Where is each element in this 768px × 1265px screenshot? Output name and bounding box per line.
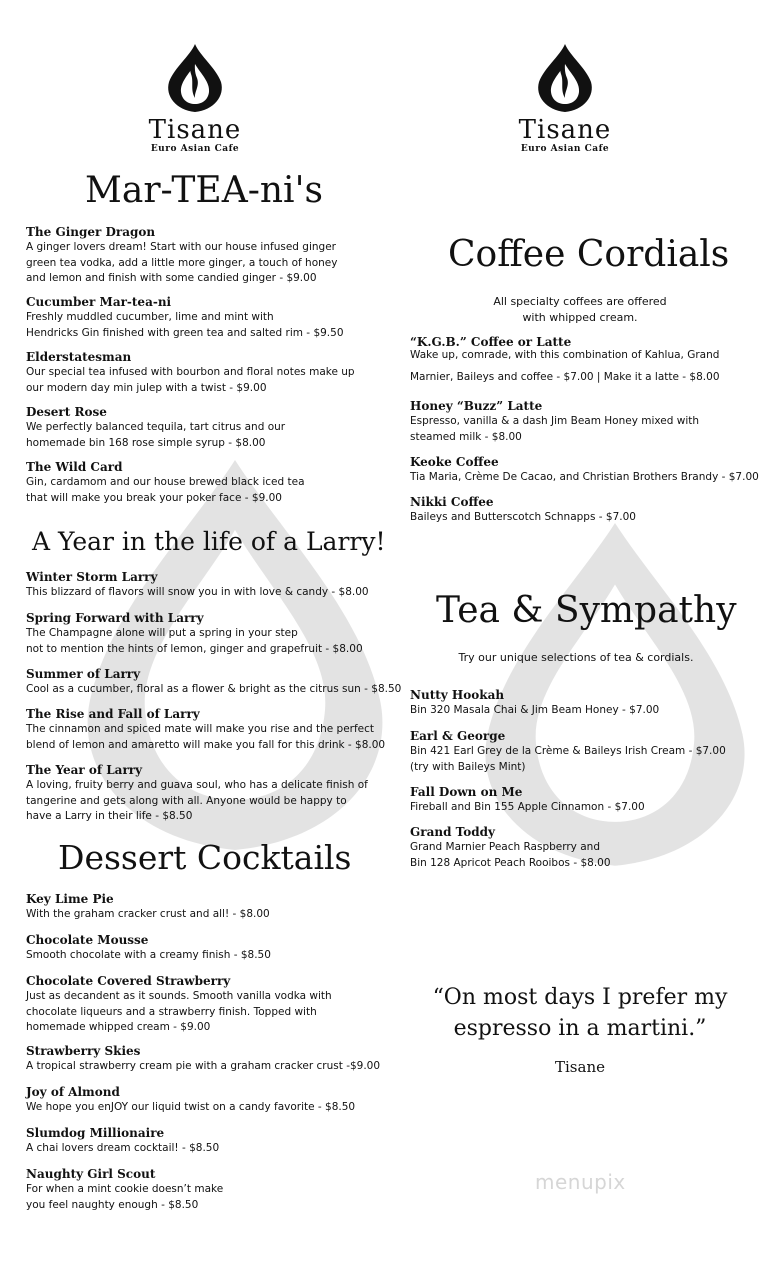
item-desc: Gin, cardamom and our house brewed black iced tea that will make you break your poker face - $9.00 bbox=[26, 476, 305, 504]
watermark-text: menupix bbox=[535, 1170, 626, 1194]
item-name: The Ginger Dragon bbox=[26, 225, 156, 239]
menu-item bbox=[26, 762, 368, 825]
logo-left bbox=[125, 42, 265, 154]
section-title-martinis: Mar-TEA-ni's bbox=[85, 170, 323, 211]
item-name: Chocolate Mousse bbox=[26, 933, 149, 947]
quote-text: “On most days I prefer my espresso in a martini.” bbox=[432, 985, 728, 1041]
item-name: Nikki Coffee bbox=[410, 495, 494, 509]
section-title-coffee: Coffee Cordials bbox=[448, 234, 730, 275]
item-desc: This blizzard of flavors will snow you in with love & candy - $8.00 bbox=[26, 586, 369, 598]
logo-right bbox=[495, 42, 635, 154]
item-name: Keoke Coffee bbox=[410, 455, 499, 469]
item-name: “K.G.B.” Coffee or Latte bbox=[410, 335, 572, 349]
item-desc: For when a mint cookie doesn’t make you feel naughty enough - $8.50 bbox=[26, 1183, 224, 1211]
menu-item bbox=[410, 494, 636, 526]
item-desc: A ginger lovers dream! Start with our house infused ginger green tea vodka, add a little more ginger, a touch of honey and lemon and finish with some candied ginger - $9.00 bbox=[26, 241, 338, 284]
item-name: Nutty Hookah bbox=[410, 688, 505, 702]
menu-item bbox=[26, 666, 401, 698]
quote-author: Tisane bbox=[555, 1058, 605, 1076]
menu-item bbox=[410, 824, 611, 871]
item-desc: Bin 421 Earl Grey de la Crème & Baileys Irish Cream - $7.00 (try with Baileys Mint) bbox=[410, 745, 726, 773]
item-name: Key Lime Pie bbox=[26, 892, 114, 906]
item-name: Joy of Almond bbox=[26, 1085, 120, 1099]
item-name: Desert Rose bbox=[26, 405, 107, 419]
coffee-note: All specialty coffees are offered with whipped cream. bbox=[493, 295, 667, 324]
item-desc: We hope you enJOY our liquid twist on a candy favorite - $8.50 bbox=[26, 1101, 356, 1113]
item-desc: With the graham cracker crust and all! - $8.00 bbox=[26, 908, 270, 920]
item-name: Grand Toddy bbox=[410, 825, 495, 839]
section-title-dessert: Dessert Cocktails bbox=[58, 838, 352, 877]
menu-item bbox=[410, 398, 699, 445]
menu-item bbox=[26, 294, 344, 341]
item-name: The Wild Card bbox=[26, 460, 123, 474]
tea-note: Try our unique selections of tea & cordials. bbox=[458, 651, 694, 664]
item-desc: Smooth chocolate with a creamy finish - $8.50 bbox=[26, 949, 271, 961]
item-desc: Freshly muddled cucumber, lime and mint with Hendricks Gin finished with green tea and salted rim - $9.50 bbox=[26, 311, 344, 339]
menu-item bbox=[26, 1125, 219, 1157]
item-name: Honey “Buzz” Latte bbox=[410, 399, 543, 413]
menu-item bbox=[410, 784, 645, 816]
brand-name: Tisane bbox=[518, 115, 612, 145]
brand-tagline: Euro Asian Cafe bbox=[150, 144, 240, 154]
item-desc: The Champagne alone will put a spring in your step not to mention the hints of lemon, ginger and grapefruit - $8.00 bbox=[26, 627, 363, 655]
item-desc: Our special tea infused with bourbon and floral notes make up our modern day min julep with a twist - $9.00 bbox=[26, 366, 355, 394]
item-name: Slumdog Millionaire bbox=[26, 1126, 165, 1140]
item-desc: Tia Maria, Crème De Cacao, and Christian Brothers Brandy - $7.00 bbox=[410, 471, 759, 483]
item-desc: A loving, fruity berry and guava soul, who has a delicate finish of tangerine and gets along with all. Anyone would be happy to have a Larry in their life - $8.50 bbox=[26, 779, 368, 822]
item-desc: Grand Marnier Peach Raspberry and Bin 128 Apricot Peach Rooibos - $8.00 bbox=[410, 841, 611, 869]
item-desc: Just as decandent as it sounds. Smooth vanilla vodka with chocolate liqueurs and a strawberry finish. Topped with homemade whipped cream - $9.00 bbox=[26, 990, 332, 1033]
menu-item bbox=[410, 454, 759, 486]
menu-item bbox=[26, 973, 332, 1036]
item-desc: Wake up, comrade, with this combination of Kahlua, Grand Marnier, Baileys and coffee - $7.00 | Make it a latte - $8.00 bbox=[410, 349, 720, 383]
item-name: Strawberry Skies bbox=[26, 1044, 141, 1058]
item-name: Fall Down on Me bbox=[410, 785, 523, 799]
item-desc: A chai lovers dream cocktail! - $8.50 bbox=[26, 1142, 220, 1154]
menu-item bbox=[26, 891, 270, 923]
menu-item bbox=[26, 932, 271, 964]
item-name: Cucumber Mar-tea-ni bbox=[26, 295, 172, 309]
menu-item bbox=[26, 1084, 355, 1116]
section-title-larry: A Year in the life of a Larry! bbox=[32, 527, 386, 556]
item-name: Winter Storm Larry bbox=[26, 570, 158, 584]
flame-logo-icon bbox=[164, 42, 226, 114]
menu-item bbox=[410, 687, 659, 719]
menu-item bbox=[410, 334, 720, 383]
menu-item bbox=[410, 728, 726, 775]
item-name: The Year of Larry bbox=[26, 763, 143, 777]
brand-tagline: Euro Asian Cafe bbox=[520, 144, 610, 154]
item-name: The Rise and Fall of Larry bbox=[26, 707, 200, 721]
item-desc: Espresso, vanilla & a dash Jim Beam Honey mixed with steamed milk - $8.00 bbox=[410, 415, 700, 443]
item-name: Earl & George bbox=[410, 729, 506, 743]
item-name: Elderstatesman bbox=[26, 350, 132, 364]
menu-item bbox=[26, 349, 355, 396]
item-name: Chocolate Covered Strawberry bbox=[26, 974, 231, 988]
menu-item bbox=[26, 706, 385, 753]
item-name: Summer of Larry bbox=[26, 667, 141, 681]
menu-item bbox=[26, 1166, 223, 1213]
menu-item bbox=[26, 1043, 380, 1075]
brand-name: Tisane bbox=[148, 115, 242, 145]
menu-item bbox=[26, 224, 337, 287]
item-desc: The cinnamon and spiced mate will make you rise and the perfect blend of lemon and amaretto will make you fall for this drink - $8.00 bbox=[26, 723, 386, 751]
menu-item bbox=[26, 404, 285, 451]
menu-item bbox=[26, 610, 363, 657]
item-desc: We perfectly balanced tequila, tart citrus and our homemade bin 168 rose simple syrup - $8.00 bbox=[26, 421, 286, 449]
item-name: Spring Forward with Larry bbox=[26, 611, 204, 625]
item-desc: Bin 320 Masala Chai & Jim Beam Honey - $7.00 bbox=[410, 704, 660, 716]
item-name: Naughty Girl Scout bbox=[26, 1167, 156, 1181]
item-desc: Fireball and Bin 155 Apple Cinnamon - $7.00 bbox=[410, 801, 645, 813]
flame-logo-icon bbox=[534, 42, 596, 114]
item-desc: Cool as a cucumber, floral as a flower & bright as the citrus sun - $8.50 bbox=[26, 683, 402, 695]
section-title-tea: Tea & Sympathy bbox=[436, 590, 737, 631]
menu-item bbox=[26, 569, 369, 601]
menu-item bbox=[26, 459, 305, 506]
item-desc: A tropical strawberry cream pie with a graham cracker crust -$9.00 bbox=[26, 1060, 381, 1072]
item-desc: Baileys and Butterscotch Schnapps - $7.00 bbox=[410, 511, 636, 523]
